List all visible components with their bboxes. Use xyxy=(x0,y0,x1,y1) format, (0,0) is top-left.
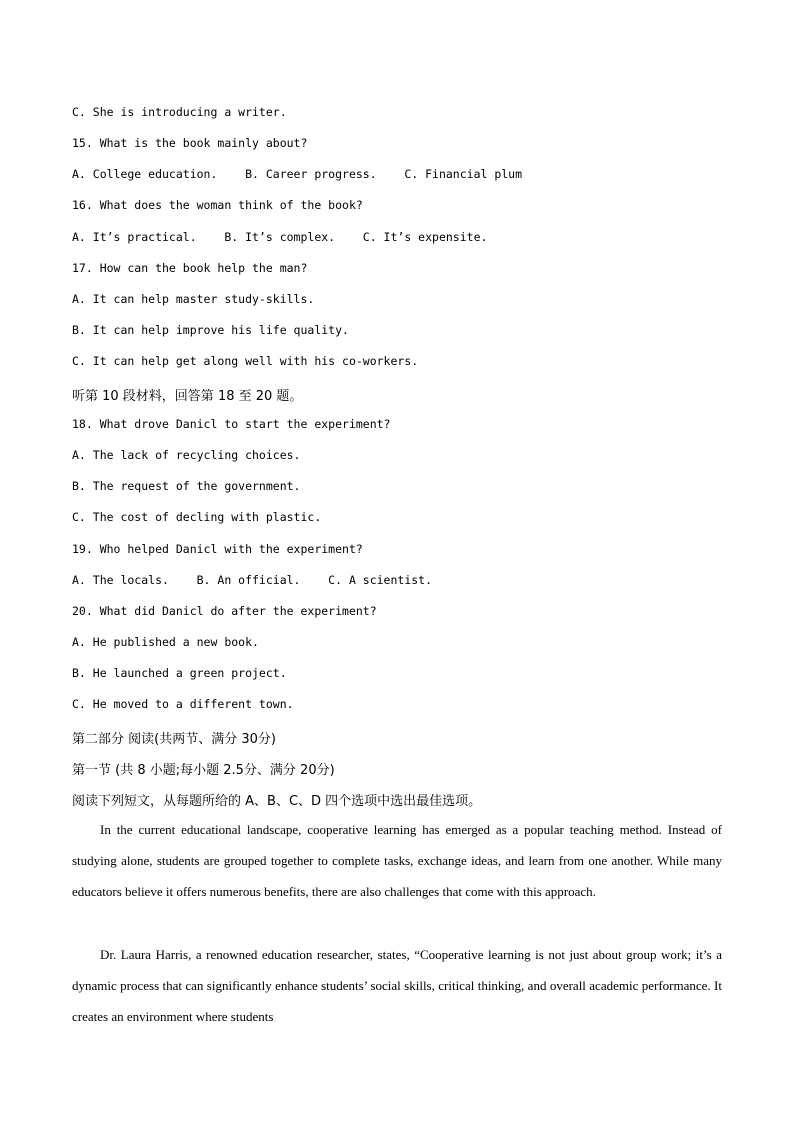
option-line: C. She is introducing a writer. xyxy=(72,105,287,119)
options-line: A. College education. B. Career progress. C. Financial plum xyxy=(72,167,523,181)
passage-paragraph: Dr. Laura Harris, a renowned education researcher, states, “Cooperative learning is not just about group work; it’s a dynamic process that can significantly enhance students’ social skills, critical thinking, and overall academic performance. It creates an environment where students xyxy=(72,947,722,1025)
material-instruction: 听第 10 段材料，回答第 18 至 20 题。 xyxy=(72,389,303,404)
question-line: 20. What did Danicl do after the experiment? xyxy=(72,604,377,618)
option-line: A. He published a new book. xyxy=(72,635,259,649)
question-line: 16. What does the woman think of the book? xyxy=(72,198,363,212)
section-title: 第一节 (共 8 小题;每小题 2.5分、满分 20分) xyxy=(72,763,335,778)
option-line: A. The lack of recycling choices. xyxy=(72,448,301,462)
passage-paragraph: In the current educational landscape, cooperative learning has emerged as a popular teaching method. Instead of studying alone, students are grouped together to complete tasks, exchange ideas, and learn from one another. While many educators believe it offers numerous benefits, there are also challenges that come with this approach. xyxy=(72,822,722,900)
question-line: 17. How can the book help the man? xyxy=(72,261,308,275)
question-line: 15. What is the book mainly about? xyxy=(72,136,308,150)
option-line: C. The cost of decling with plastic. xyxy=(72,510,322,524)
option-line: B. It can help improve his life quality. xyxy=(72,323,349,337)
option-line: C. He moved to a different town. xyxy=(72,697,294,711)
option-line: A. It can help master study-skills. xyxy=(72,292,315,306)
options-line: A. It’s practical. B. It’s complex. C. It’s expensite. xyxy=(72,230,488,244)
option-line: B. The request of the government. xyxy=(72,479,301,493)
part-title: 第二部分 阅读(共两节、满分 30分) xyxy=(72,732,276,747)
options-line: A. The locals. B. An official. C. A scientist. xyxy=(72,573,433,587)
question-line: 19. Who helped Danicl with the experiment? xyxy=(72,542,363,556)
option-line: C. It can help get along well with his co-workers. xyxy=(72,354,419,368)
reading-instruction: 阅读下列短文，从每题所给的 A、B、C、D 四个选项中选出最佳选项。 xyxy=(72,794,482,809)
option-line: B. He launched a green project. xyxy=(72,666,287,680)
question-line: 18. What drove Danicl to start the experiment? xyxy=(72,417,391,431)
